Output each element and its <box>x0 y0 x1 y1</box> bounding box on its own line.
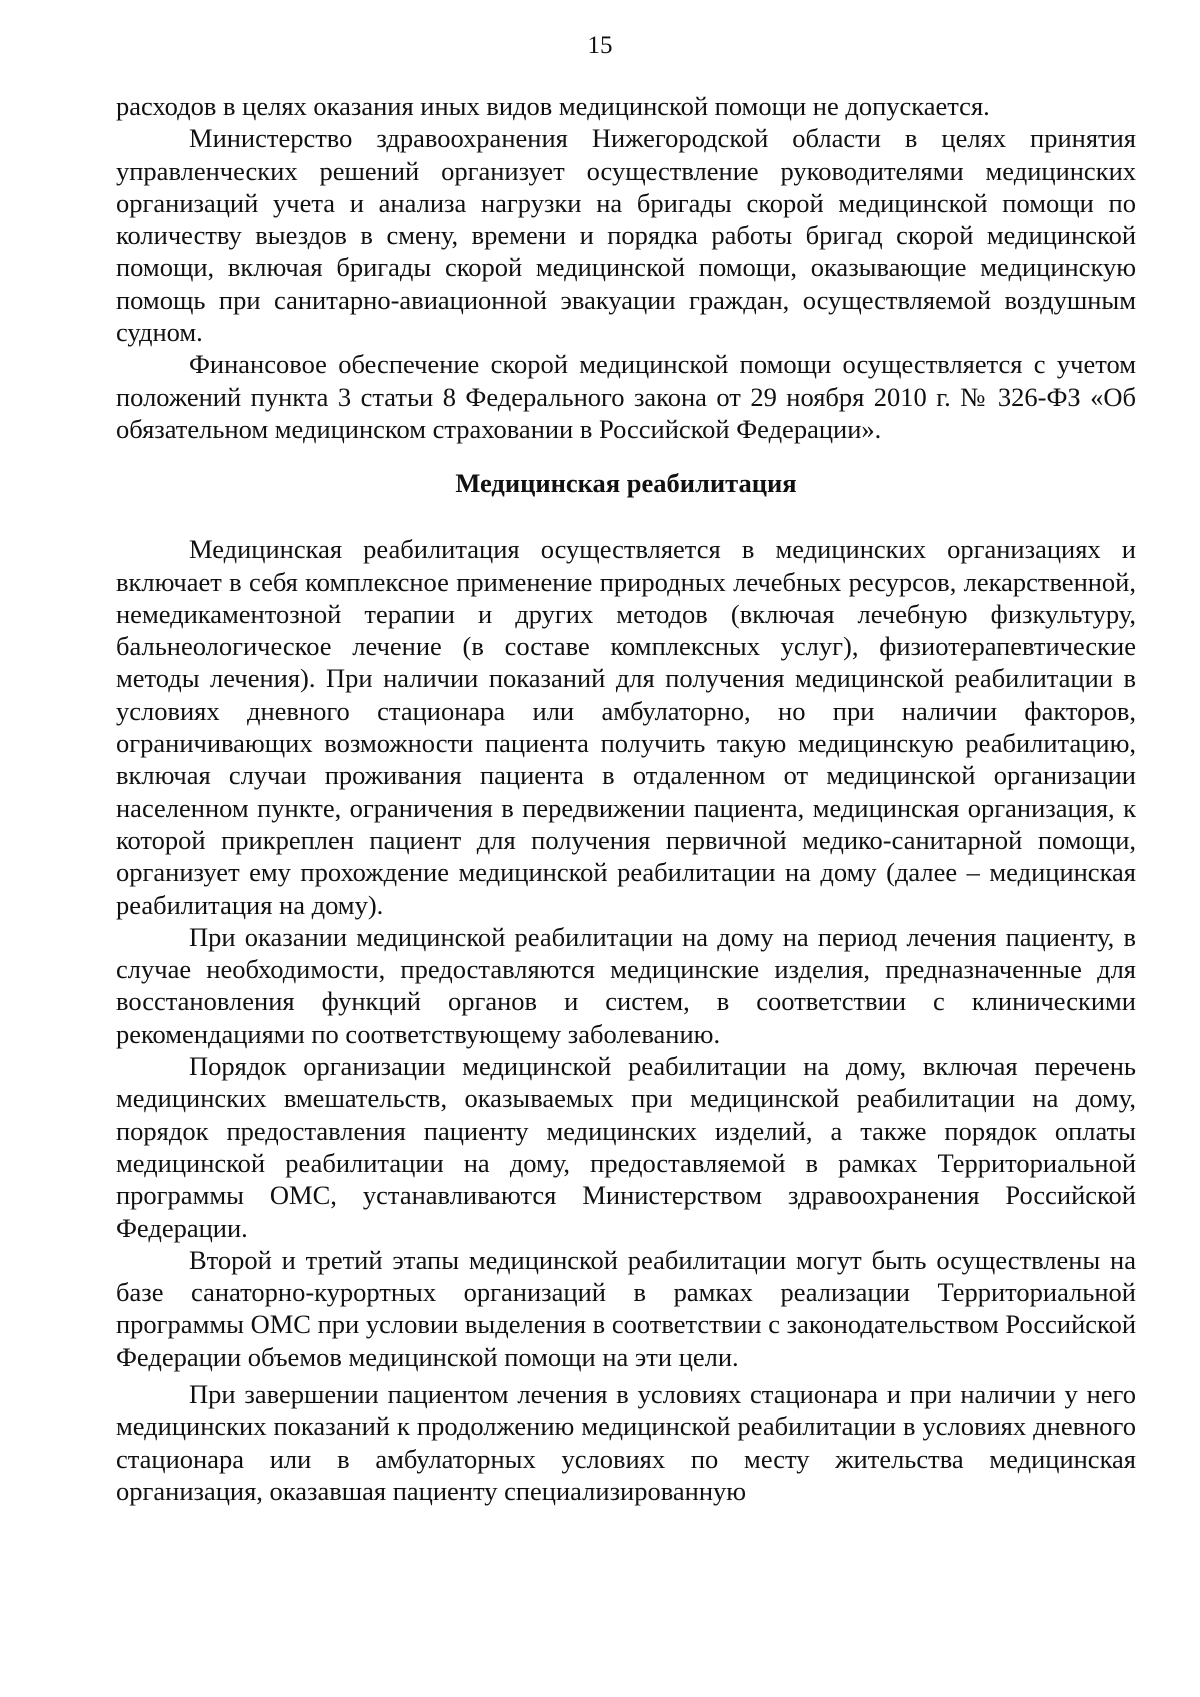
page-number: 15 <box>587 32 613 59</box>
paragraph-home-rehabilitation-procedure: Порядок организации медицинской реабилитации на дому, включая перечень медицинских вмешательств, оказываемых при медицинской реабилитации на дому, порядок предоставления пациенту медицинских изделий, а также порядок оплаты медицинской реабилитации на дому, предоставляемой в рамках Территориальной программы ОМС, устанавливаются Министерством здравоохранения Российской Федерации. <box>116 1051 1136 1243</box>
paragraph-ambulance-funding: Финансовое обеспечение скорой медицинской помощи осуществляется с учетом положений пункта 3 статьи 8 Федерального закона от 29 ноября 2010 г. № 326-ФЗ «Об обязательном медицинском страховании в Российской Федерации». <box>116 349 1136 444</box>
document-body <box>116 90 1136 1507</box>
paragraph-discharge-continuation: При завершении пациентом лечения в условиях стационара и при наличии у него медицинских показаний к продолжению медицинской реабилитации в условиях дневного стационара или в амбулаторных условиях по месту жительства медицинская организация, оказавшая пациенту специализированную <box>116 1378 1136 1506</box>
section-heading: Медицинская реабилитация <box>455 468 797 499</box>
paragraph-sanatorium-stages: Второй и третий этапы медицинской реабилитации могут быть осуществлены на базе санаторно-курортных организаций в рамках реализации Территориальной программы ОМС при условии выделения в соответствии с законодательством Российской Федерации объемов медицинской помощи на эти цели. <box>116 1244 1136 1372</box>
paragraph-home-rehabilitation-devices: При оказании медицинской реабилитации на дому на период лечения пациенту, в случае необходимости, предоставляются медицинские изделия, предназначенные для восстановления функций органов и систем, в соответствии с клиническими рекомендациями по соответствующему заболеванию. <box>116 921 1136 1049</box>
paragraph-ministry-analysis: Министерство здравоохранения Нижегородской области в целях принятия управленческих решений организует осуществление руководителями медицинских организаций учета и анализа нагрузки на бригады скорой медицинской помощи по количеству выездов в смену, времени и порядка работы бригад скорой медицинской помощи, включая бригады скорой медицинской помощи, оказывающие медицинскую помощь при санитарно-авиационной эвакуации граждан, осуществляемой воздушным судном. <box>116 123 1136 348</box>
paragraph-rehabilitation-definition: Медицинская реабилитация осуществляется в медицинских организациях и включает в себя комплексное применение природных лечебных ресурсов, лекарственной, немедикаментозной терапии и других методов (включая лечебную физкультуру, бальнеологическое лечение (в составе комплексных услуг), физиотерапевтические методы лечения). При наличии показаний для получения медицинской реабилитации в условиях дневного стационара или амбулаторно, но при наличии факторов, ограничивающих возможности пациента получить такую медицинскую реабилитацию, включая случаи проживания пациента в отдаленном от медицинской организации населенном пункте, ограничения в передвижении пациента, медицинская организация, к которой прикреплен пациент для получения первичной медико-санитарной помощи, организует ему прохождение медицинской реабилитации на дому (далее – медицинская реабилитация на дому). <box>116 534 1136 920</box>
paragraph-continuation: расходов в целях оказания иных видов медицинской помощи не допускается. <box>116 91 990 121</box>
